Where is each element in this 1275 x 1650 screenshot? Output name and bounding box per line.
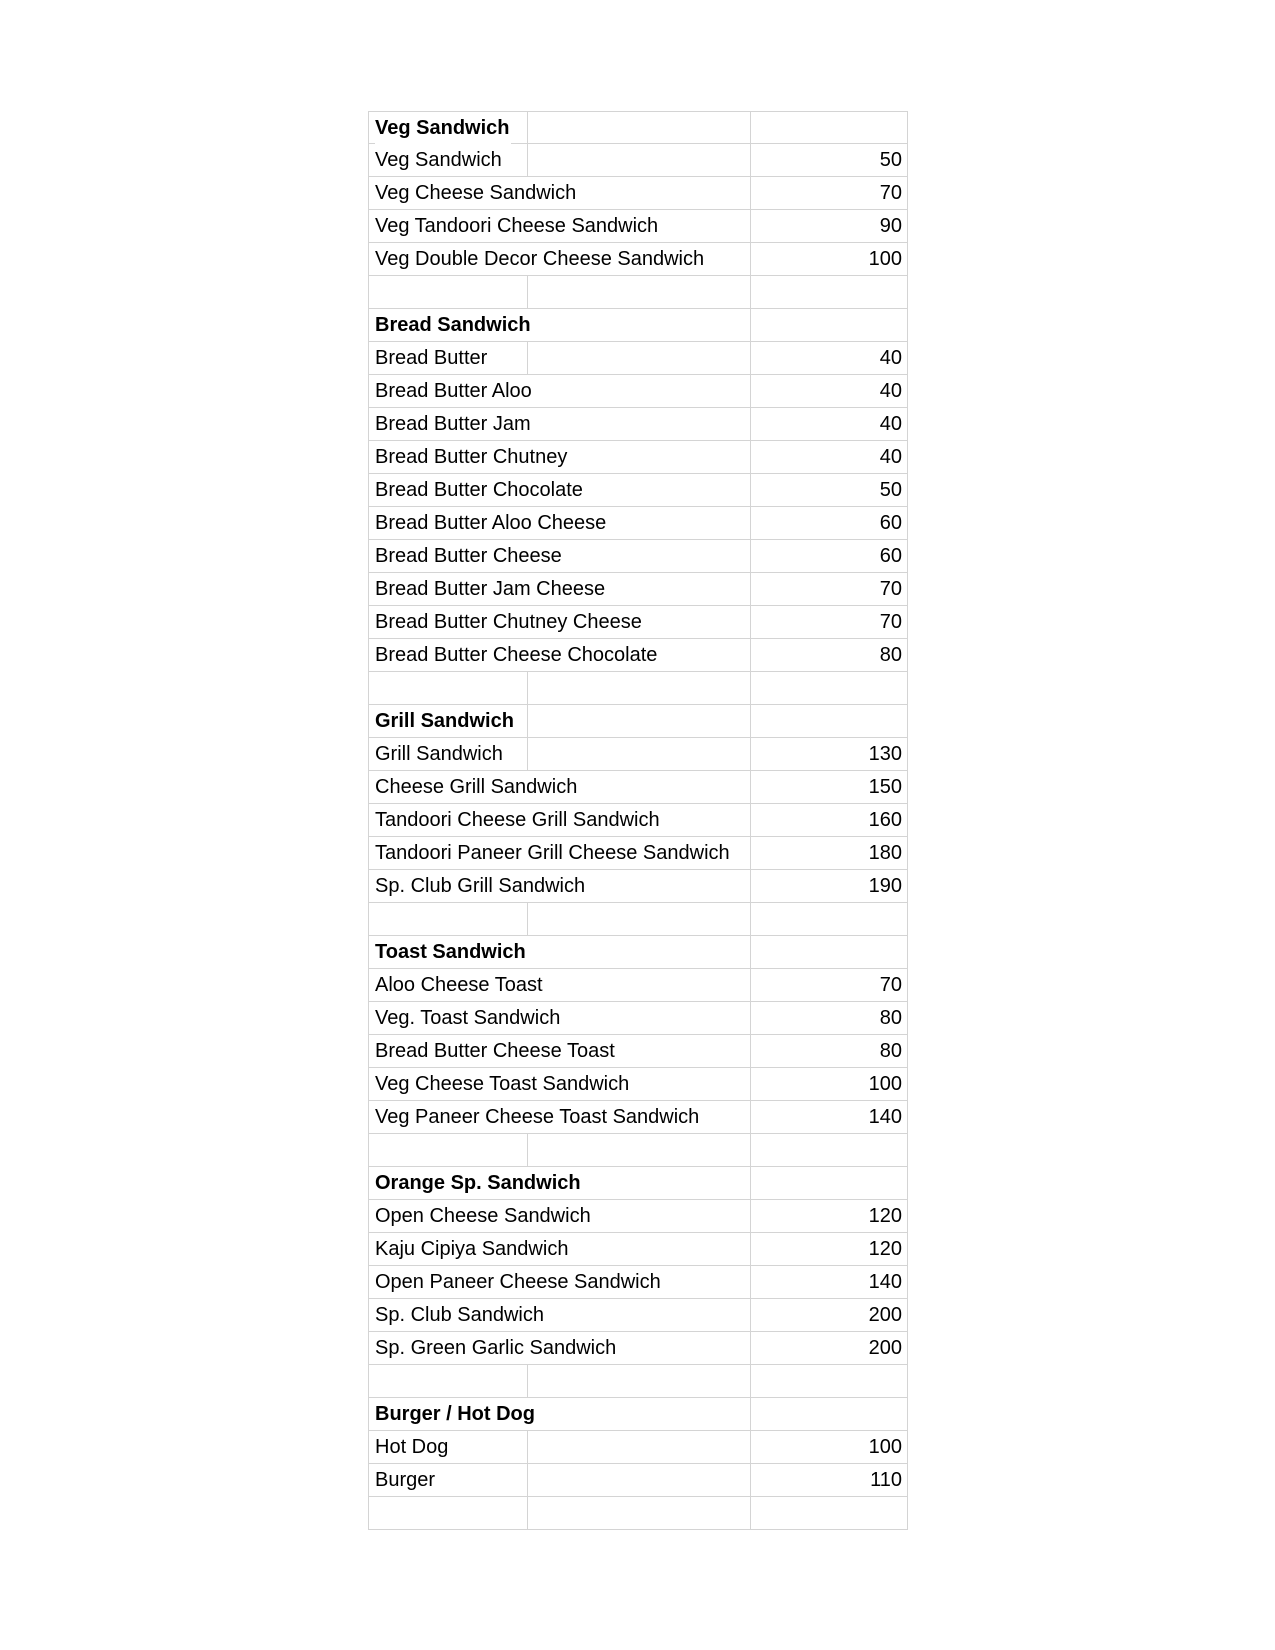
menu-item-row — [368, 375, 908, 408]
section-header-row — [368, 111, 908, 144]
menu-item-row — [368, 507, 908, 540]
menu-item-row — [368, 606, 908, 639]
item-name: Veg Sandwich — [375, 144, 504, 176]
item-name: Bread Butter Chocolate — [375, 474, 585, 506]
item-name: Burger — [375, 1464, 437, 1496]
item-name: Bread Butter Jam — [375, 408, 533, 440]
menu-item-row — [368, 837, 908, 870]
section-title: Bread Sandwich — [375, 309, 533, 341]
item-price: 50 — [879, 479, 902, 501]
item-name: Veg Double Decor Cheese Sandwich — [375, 243, 706, 275]
item-price: 140 — [868, 1106, 902, 1128]
cell-divider — [750, 1200, 751, 1232]
item-price: 80 — [879, 1040, 902, 1062]
menu-item-row — [368, 639, 908, 672]
section-header-row — [368, 936, 908, 969]
cell-divider — [527, 705, 528, 737]
cell-divider — [750, 936, 751, 968]
cell-divider — [750, 540, 751, 572]
cell-divider — [750, 474, 751, 506]
section-header-row — [368, 1167, 908, 1200]
blank-row — [368, 1134, 908, 1167]
cell-divider — [750, 1464, 751, 1496]
cell-divider — [750, 1365, 751, 1397]
item-name: Aloo Cheese Toast — [375, 969, 545, 1001]
item-name: Veg. Toast Sandwich — [375, 1002, 562, 1034]
item-name: Bread Butter — [375, 342, 489, 374]
item-name: Tandoori Paneer Grill Cheese Sandwich — [375, 837, 732, 869]
cell-divider — [750, 112, 751, 143]
cell-divider — [750, 1497, 751, 1529]
item-name: Bread Butter Cheese — [375, 540, 564, 572]
item-price: 80 — [879, 644, 902, 666]
cell-divider — [527, 1464, 528, 1496]
menu-item-row — [368, 738, 908, 771]
item-name: Open Cheese Sandwich — [375, 1200, 593, 1232]
item-name: Tandoori Cheese Grill Sandwich — [375, 804, 662, 836]
item-price: 40 — [879, 380, 902, 402]
item-price: 100 — [868, 248, 902, 270]
menu-item-row — [368, 1299, 908, 1332]
item-price: 70 — [879, 182, 902, 204]
cell-divider — [527, 144, 528, 176]
item-price: 120 — [868, 1238, 902, 1260]
section-header-row — [368, 1398, 908, 1431]
item-price: 40 — [879, 413, 902, 435]
section-title: Toast Sandwich — [375, 936, 528, 968]
cell-divider — [750, 1398, 751, 1430]
cell-divider — [750, 1431, 751, 1463]
cell-divider — [750, 243, 751, 275]
item-price: 140 — [868, 1271, 902, 1293]
cell-divider — [527, 276, 528, 308]
cell-divider — [750, 969, 751, 1001]
menu-item-row — [368, 1431, 908, 1464]
menu-item-row — [368, 1464, 908, 1497]
cell-divider — [527, 1134, 528, 1166]
item-name: Bread Butter Cheese Chocolate — [375, 639, 659, 671]
item-price: 70 — [879, 578, 902, 600]
item-name: Bread Butter Jam Cheese — [375, 573, 607, 605]
cell-divider — [750, 276, 751, 308]
menu-item-row — [368, 474, 908, 507]
menu-item-row — [368, 1068, 908, 1101]
item-name: Hot Dog — [375, 1431, 450, 1463]
menu-item-row — [368, 804, 908, 837]
menu-item-row — [368, 1200, 908, 1233]
item-name: Bread Butter Aloo — [375, 375, 534, 407]
item-price: 110 — [870, 1469, 902, 1491]
cell-divider — [750, 903, 751, 935]
cell-divider — [750, 1068, 751, 1100]
cell-divider — [750, 1002, 751, 1034]
cell-divider — [750, 672, 751, 704]
menu-item-row — [368, 1266, 908, 1299]
item-price: 70 — [879, 611, 902, 633]
item-name: Veg Cheese Sandwich — [375, 177, 578, 209]
item-name: Bread Butter Chutney Cheese — [375, 606, 644, 638]
menu-item-row — [368, 342, 908, 375]
item-price: 80 — [879, 1007, 902, 1029]
cell-divider — [750, 144, 751, 176]
section-title: Orange Sp. Sandwich — [375, 1167, 583, 1199]
cell-divider — [750, 837, 751, 869]
cell-divider — [750, 210, 751, 242]
section-title: Grill Sandwich — [375, 705, 516, 737]
item-name: Sp. Club Grill Sandwich — [375, 870, 587, 902]
menu-item-row — [368, 969, 908, 1002]
cell-divider — [750, 408, 751, 440]
item-name: Cheese Grill Sandwich — [375, 771, 579, 803]
menu-item-row — [368, 441, 908, 474]
cell-divider — [750, 639, 751, 671]
item-price: 70 — [879, 974, 902, 996]
section-title: Burger / Hot Dog — [375, 1398, 537, 1430]
menu-sheet — [368, 111, 908, 1530]
item-price: 160 — [868, 809, 902, 831]
menu-item-row — [368, 870, 908, 903]
item-name: Sp. Green Garlic Sandwich — [375, 1332, 618, 1364]
blank-row — [368, 903, 908, 936]
cell-divider — [750, 1233, 751, 1265]
menu-item-row — [368, 573, 908, 606]
cell-divider — [750, 738, 751, 770]
cell-divider — [750, 804, 751, 836]
item-price: 50 — [879, 149, 902, 171]
menu-item-row — [368, 540, 908, 573]
item-name: Bread Butter Aloo Cheese — [375, 507, 608, 539]
item-price: 130 — [868, 743, 902, 765]
cell-divider — [527, 738, 528, 770]
cell-divider — [750, 1266, 751, 1298]
item-price: 190 — [868, 875, 902, 897]
blank-row — [368, 1365, 908, 1398]
cell-divider — [750, 1134, 751, 1166]
blank-row — [368, 1497, 908, 1530]
menu-item-row — [368, 1035, 908, 1068]
item-price: 180 — [868, 842, 902, 864]
item-name: Veg Cheese Toast Sandwich — [375, 1068, 631, 1100]
item-name: Bread Butter Chutney — [375, 441, 569, 473]
blank-row — [368, 276, 908, 309]
item-price: 40 — [879, 347, 902, 369]
item-price: 60 — [879, 512, 902, 534]
cell-divider — [527, 1365, 528, 1397]
cell-divider — [527, 342, 528, 374]
cell-divider — [750, 375, 751, 407]
cell-divider — [750, 1101, 751, 1133]
cell-divider — [750, 771, 751, 803]
cell-divider — [527, 1431, 528, 1463]
item-price: 200 — [868, 1304, 902, 1326]
item-name: Bread Butter Cheese Toast — [375, 1035, 617, 1067]
section-header-row — [368, 309, 908, 342]
item-price: 100 — [868, 1436, 902, 1458]
cell-divider — [750, 507, 751, 539]
item-name: Veg Paneer Cheese Toast Sandwich — [375, 1101, 701, 1133]
menu-item-row — [368, 771, 908, 804]
item-price: 90 — [879, 215, 902, 237]
menu-item-row — [368, 1101, 908, 1134]
cell-divider — [750, 177, 751, 209]
cell-divider — [750, 1299, 751, 1331]
menu-item-row — [368, 210, 908, 243]
cell-divider — [527, 903, 528, 935]
menu-item-row — [368, 1233, 908, 1266]
item-name: Grill Sandwich — [375, 738, 505, 770]
item-name: Veg Tandoori Cheese Sandwich — [375, 210, 660, 242]
item-price: 200 — [868, 1337, 902, 1359]
item-price: 100 — [868, 1073, 902, 1095]
cell-divider — [750, 441, 751, 473]
item-price: 150 — [868, 776, 902, 798]
item-price: 120 — [868, 1205, 902, 1227]
cell-divider — [750, 870, 751, 902]
item-name: Kaju Cipiya Sandwich — [375, 1233, 570, 1265]
cell-divider — [527, 112, 528, 143]
cell-divider — [750, 606, 751, 638]
cell-divider — [750, 309, 751, 341]
menu-item-row — [368, 408, 908, 441]
cell-divider — [750, 1332, 751, 1364]
item-name: Sp. Club Sandwich — [375, 1299, 546, 1331]
cell-divider — [750, 573, 751, 605]
menu-item-row — [368, 177, 908, 210]
section-header-row — [368, 705, 908, 738]
item-price: 60 — [879, 545, 902, 567]
cell-divider — [750, 1035, 751, 1067]
section-title: Veg Sandwich — [375, 112, 511, 144]
cell-divider — [527, 1497, 528, 1529]
cell-divider — [750, 705, 751, 737]
menu-item-row — [368, 1002, 908, 1035]
blank-row — [368, 672, 908, 705]
cell-divider — [750, 342, 751, 374]
cell-divider — [750, 1167, 751, 1199]
menu-item-row — [368, 1332, 908, 1365]
item-price: 40 — [879, 446, 902, 468]
menu-item-row — [368, 144, 908, 177]
cell-divider — [527, 672, 528, 704]
item-name: Open Paneer Cheese Sandwich — [375, 1266, 663, 1298]
menu-item-row — [368, 243, 908, 276]
